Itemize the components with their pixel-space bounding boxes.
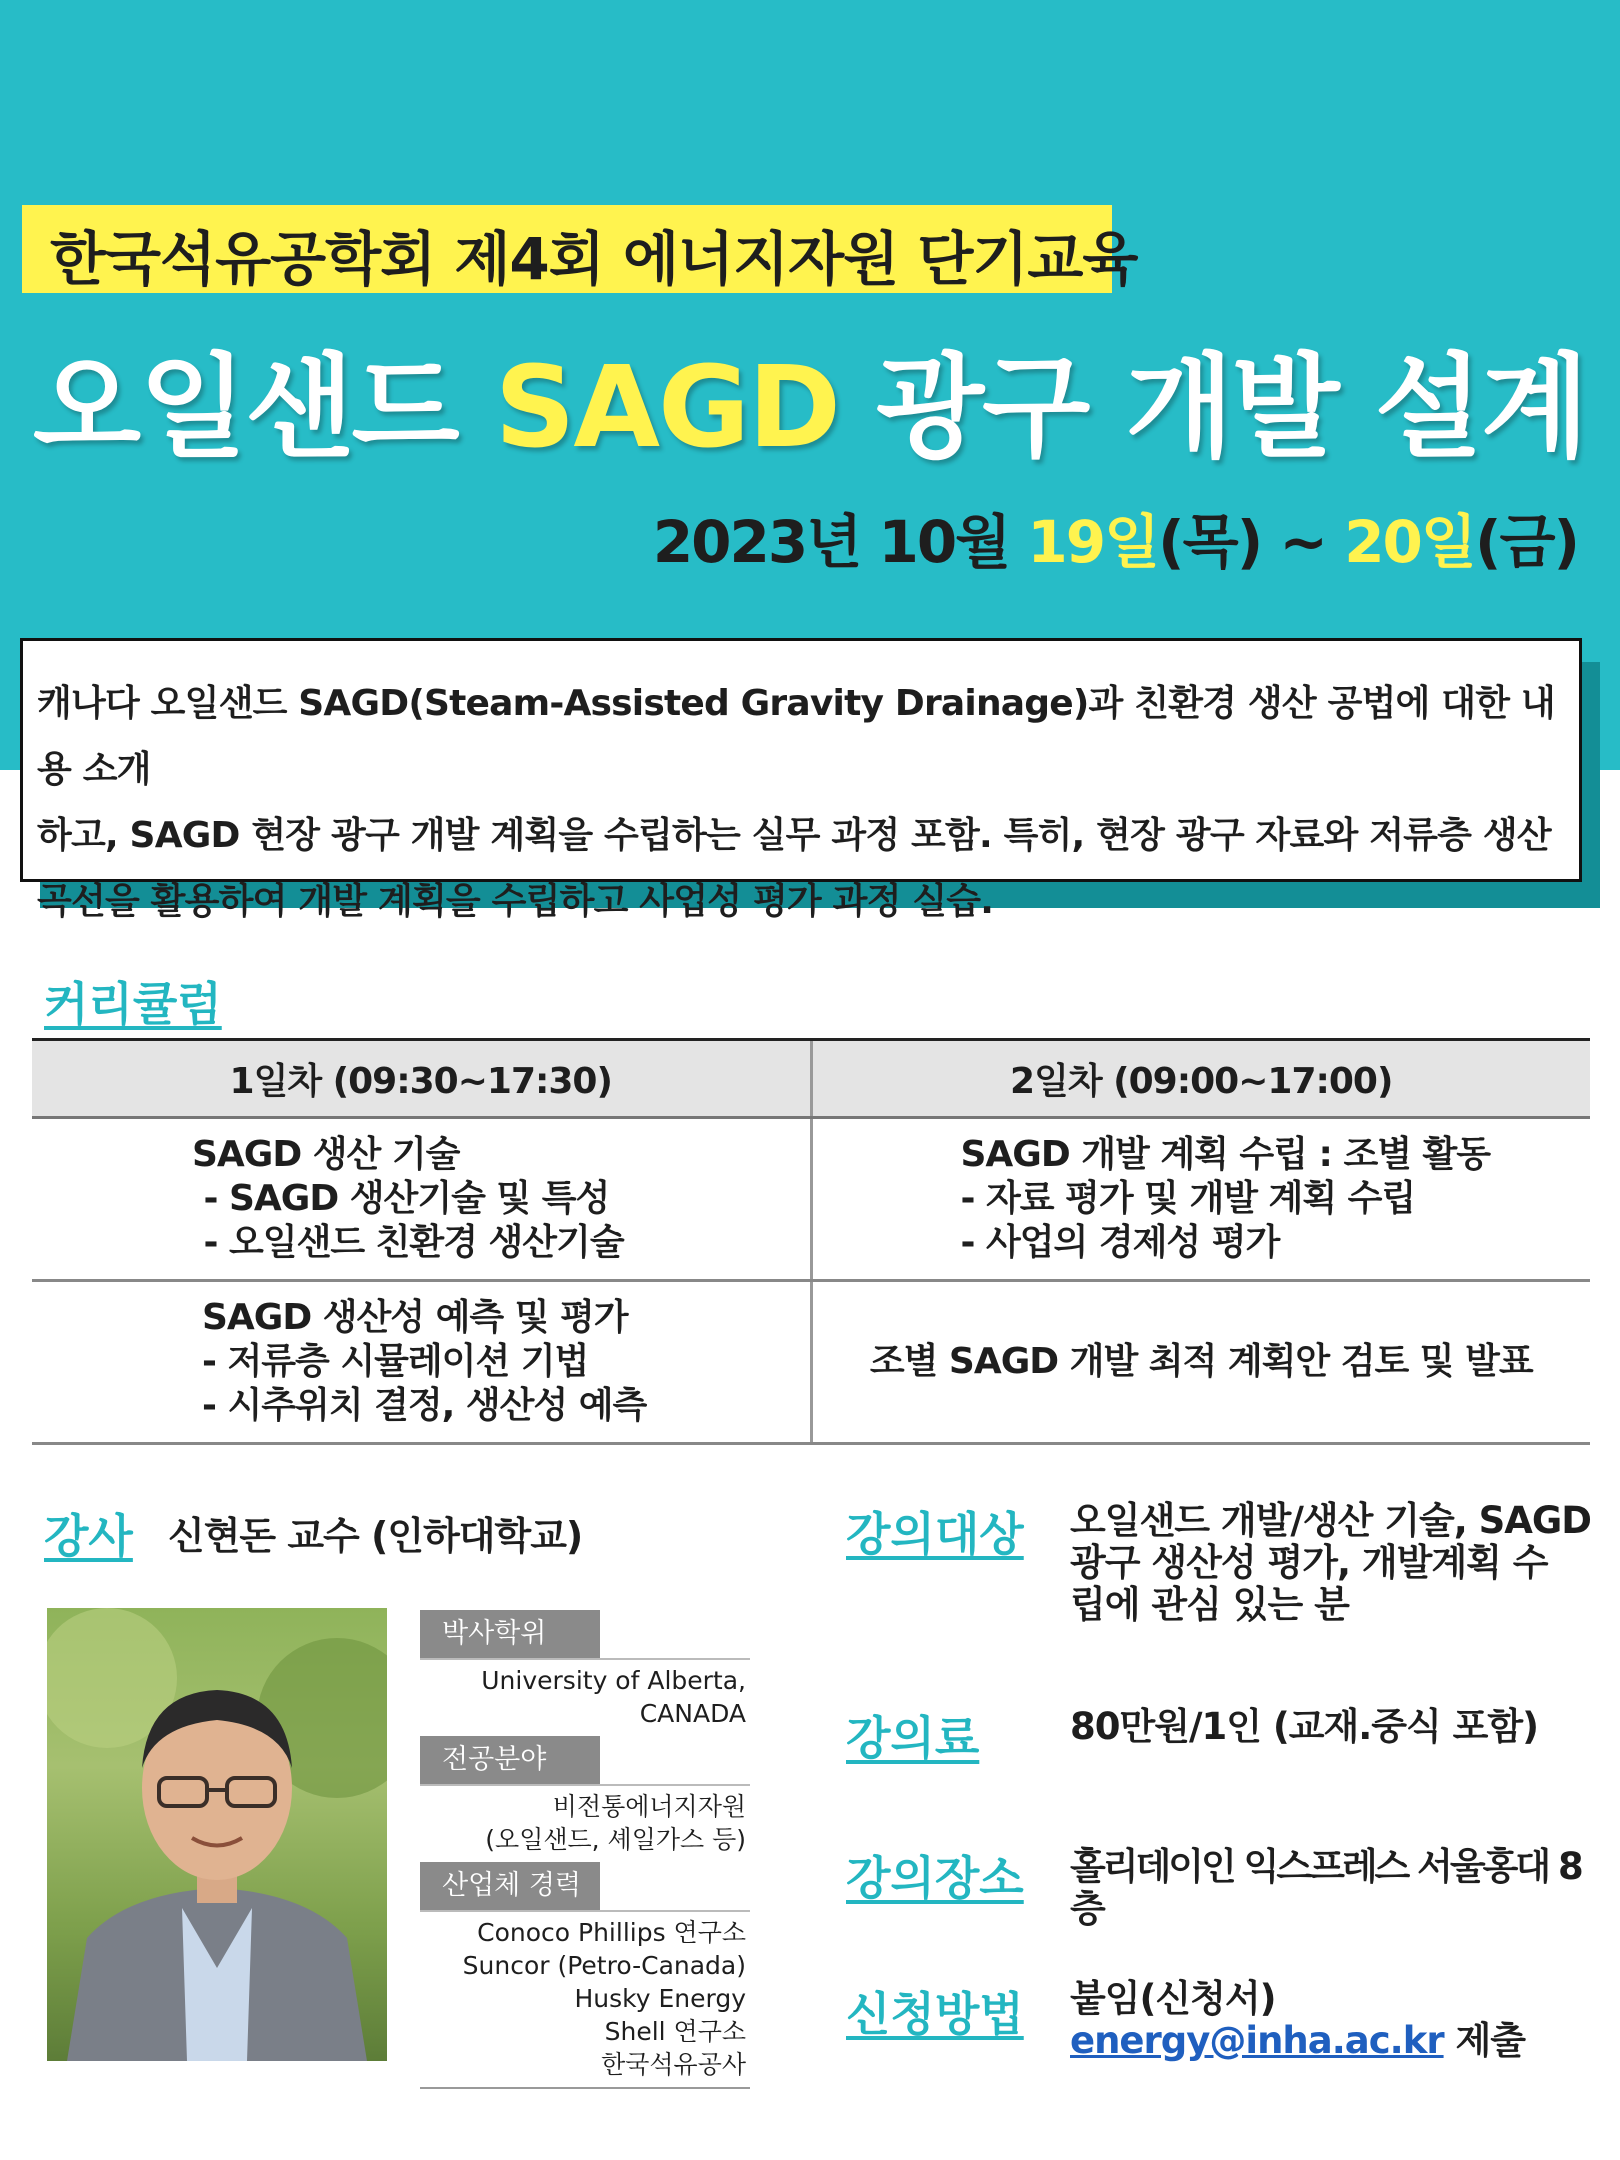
course-title <box>0 318 1620 479</box>
curriculum-table <box>32 1038 1590 1445</box>
target-label: 강의대상 <box>846 1507 1024 1561</box>
session-line: SAGD 생산 기술 <box>192 1134 460 1175</box>
cv-label-industry: 산업체 경력 <box>420 1862 600 1910</box>
intro-line: 하고, SAGD 현장 광구 개발 계획을 수립하는 실무 과정 포함. 특히, 현장 광구 자료와 저류층 생산 <box>37 815 1551 856</box>
session-line: - 저류층 시뮬레이션 기법 <box>202 1341 589 1382</box>
target-audience <box>1070 1500 1610 1626</box>
target-line: 오일샌드 개발/생산 기술, SAGD <box>1070 1499 1591 1542</box>
day2-session-2 <box>811 1281 1590 1444</box>
session-line: - SAGD 생산기술 및 특성 <box>192 1178 610 1219</box>
session-line: SAGD 생산성 예측 및 평가 <box>202 1297 628 1338</box>
title-prefix: 오일샌드 <box>32 343 458 473</box>
session-line: 조별 SAGD 개발 최적 계획안 검토 및 발표 <box>869 1341 1533 1382</box>
curriculum-label: 커리큘럼 <box>44 977 222 1031</box>
instructor-name: 신현돈 교수 (인하대학교) <box>168 1514 583 1558</box>
intro-box <box>20 638 1582 922</box>
cv-text-industry: Conoco Phillips 연구소 Suncor (Petro-Canada) Husky Energy Shell 연구소 한국석유공사 <box>462 1918 746 2079</box>
date-day2: 20일 <box>1344 508 1475 576</box>
cv-label-degree: 박사학위 <box>420 1610 600 1658</box>
fee-label: 강의료 <box>846 1711 980 1765</box>
session-line: - 자료 평가 및 개발 계획 수립 <box>960 1178 1416 1219</box>
apply-line: 붙임(신청서) <box>1070 1977 1276 2020</box>
instructor-cv <box>420 1610 750 2089</box>
target-line: 립에 관심 있는 분 <box>1070 1583 1349 1626</box>
target-line: 광구 생산성 평가, 개발계획 수 <box>1070 1541 1548 1584</box>
table-row <box>32 1118 1590 1281</box>
venue: 홀리데이인 익스프레스 서울홍대 8층 <box>1070 1845 1581 1930</box>
intro-line: 곡선을 활용하여 개발 계획을 수립하고 사업성 평가 과정 실습. <box>37 881 994 922</box>
cv-label-field: 전공분야 <box>420 1736 600 1784</box>
cv-text-degree: University of Alberta, CANADA <box>481 1666 746 1728</box>
apply-suffix: 제출 <box>1443 2019 1525 2062</box>
apply-method <box>1070 1978 1610 2062</box>
cv-text-field: 비전통에너지자원 (오일샌드, 셰일가스 등) <box>485 1792 746 1854</box>
day2-header: 2일차 (09:00~17:00) <box>811 1040 1590 1118</box>
apply-email-link[interactable]: energy@inha.ac.kr <box>1070 2019 1444 2062</box>
event-subtitle: 한국석유공학회 제4회 에너지자원 단기교육 <box>50 225 1138 293</box>
date-day1: 19일 <box>1027 508 1159 576</box>
date-day1-weekday: (목) ~ <box>1158 508 1326 576</box>
session-line: - 시추위치 결정, 생산성 예측 <box>202 1385 647 1426</box>
venue-label: 강의장소 <box>846 1851 1024 1905</box>
day2-session-1 <box>811 1118 1590 1281</box>
course-fee: 80만원/1인 (교재.중식 포함) <box>1070 1705 1539 1748</box>
day1-session-2 <box>32 1281 811 1444</box>
apply-label: 신청방법 <box>846 1987 1024 2041</box>
title-highlight: SAGD <box>494 343 839 473</box>
session-line: - 오일샌드 친환경 생산기술 <box>192 1222 624 1263</box>
session-line: SAGD 개발 계획 수립 : 조별 활동 <box>960 1134 1491 1175</box>
instructor-portrait <box>47 1608 387 2061</box>
day1-session-1 <box>32 1118 811 1281</box>
instructor-label: 강사 <box>44 1509 133 1563</box>
title-suffix: 광구 개발 설계 <box>875 343 1588 473</box>
date-prefix: 2023년 10월 <box>652 508 1010 576</box>
table-row <box>32 1281 1590 1444</box>
session-line: - 사업의 경제성 평가 <box>960 1222 1280 1263</box>
course-date <box>653 495 1578 579</box>
date-day2-weekday: (금) <box>1474 508 1578 576</box>
intro-line: 캐나다 오일샌드 SAGD(Steam-Assisted Gravity Drainage)과 친환경 생산 공법에 대한 내용 소개 <box>37 683 1555 790</box>
day1-header: 1일차 (09:30~17:30) <box>32 1040 811 1118</box>
portrait-icon <box>47 1608 387 2061</box>
